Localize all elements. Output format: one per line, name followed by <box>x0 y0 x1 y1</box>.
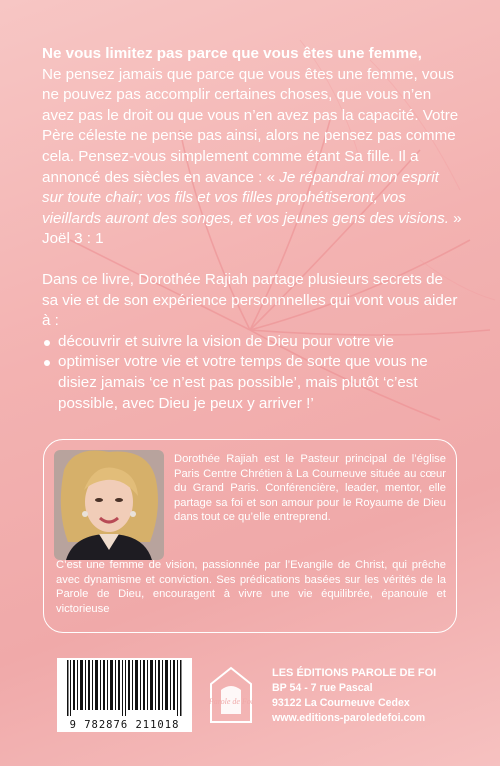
benefit-list <box>42 332 462 414</box>
isbn-barcode <box>57 658 192 732</box>
bio-text-1: Dorothée Rajiah est le Pasteur principal de l’église Paris Centre Chrétien à La Courneuve située au cœur du Grand Paris. Conférencière, leader, mentor, elle partage sa foi et son amour pour le Royaume de Dieu dans tout ce qu’elle entreprend. <box>174 453 446 524</box>
author-bio-box <box>43 439 457 633</box>
publisher-logo <box>203 664 259 728</box>
logo-text: Parole de Foi <box>208 697 254 706</box>
back-cover-text <box>42 44 462 414</box>
quote-reference: » Joël 3 : 1 <box>42 209 462 248</box>
publisher-address-2: 93122 La Courneuve Cedex <box>272 697 410 709</box>
publisher-website: www.editions-paroledefoi.com <box>272 712 426 724</box>
publisher-address-1: BP 54 - 7 rue Pascal <box>272 682 373 694</box>
headline-text: Ne vous limitez pas parce que vous êtes une femme, <box>42 45 422 62</box>
author-portrait <box>54 450 164 560</box>
bio-text-2: C’est une femme de vision, passionnée par l’Evangile de Christ, qui prêche avec dynamisme et conviction. Ses prédications basées sur les vérités de la Parole de Dieu, encouragent à vivre une vie équilibrée, épanouïe et victorieuse <box>56 559 446 615</box>
intro-paragraph: Dans ce livre, Dorothée Rajiah partage plusieurs secrets de sa vie et de son expérience personnnelles qui vont vous aider à : <box>42 270 458 330</box>
list-item: optimiser votre vie et votre temps de sorte que vous ne disiez jamais ‘ce n’est pas possible’, mais plutôt ‘c’est possible, avec Dieu je peux y arriver !’ <box>42 352 462 414</box>
publisher-info <box>272 666 436 726</box>
barcode-bars <box>59 660 190 716</box>
list-item: découvrir et suivre la vision de Dieu pour votre vie <box>42 332 462 353</box>
paragraph-1: Ne pensez jamais que parce que vous êtes une femme, vous ne pouvez pas accomplir certaines choses, que vous n’en avez pas le droit ou que vous n’en avez pas la capacité. Votre Père céleste ne pense pas ainsi, alors ne pensez pas comme cela. Pensez-vous simplement comme étant Sa fille. Il a annoncé des siècles en avance : « <box>42 65 459 186</box>
isbn-digits: 9 782876 211018 <box>69 719 180 731</box>
headline <box>42 44 462 250</box>
bible-quote: Je répandrai mon esprit sur toute chair; vos fils et vos filles prophétiseront, vos vieillards auront des songes, et vos jeunes gens des visions. <box>42 168 449 227</box>
publisher-name: LES ÉDITIONS PAROLE DE FOI <box>272 667 437 679</box>
